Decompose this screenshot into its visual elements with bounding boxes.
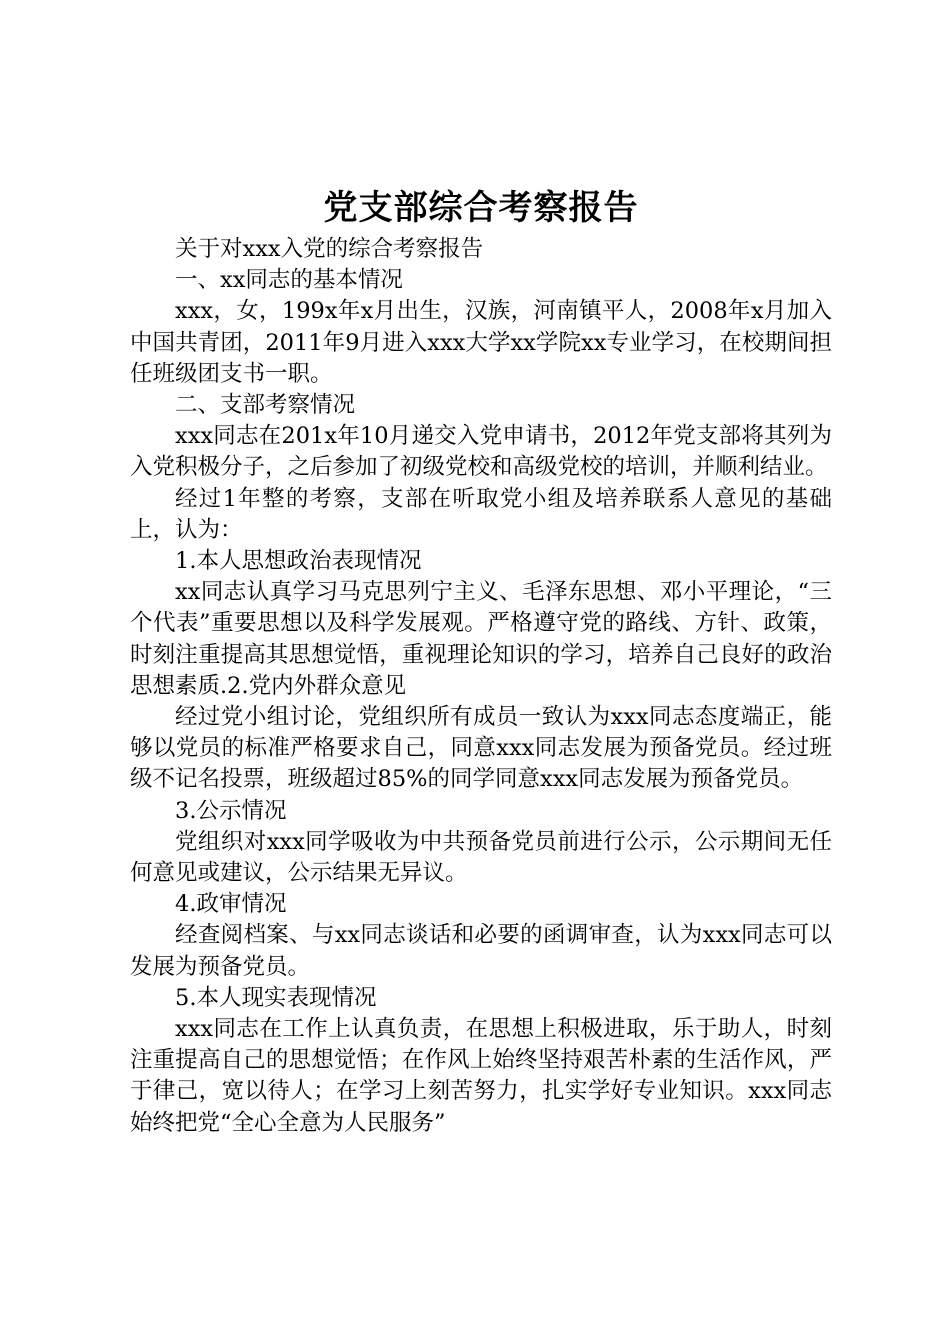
paragraph-application-history: xxx同志在201x年10月递交入党申请书，2012年党支部将其列为入党积极分子，之后参加了初级党校和高级党校的培训，并顺利结业。: [130, 423, 832, 481]
subheading-public-notice: 3.公示情况: [175, 797, 287, 824]
paragraph-political-review: 经查阅档案、与xx同志谈话和必要的函调审查，认为xxx同志可以发展为预备党员。: [130, 922, 832, 980]
subheading-political-review: 4.政审情况: [175, 891, 287, 918]
section-heading-basic-info: 一、xx同志的基本情况: [175, 267, 403, 294]
subheading-actual-performance: 5.本人现实表现情况: [175, 984, 377, 1011]
section-heading-branch-review: 二、支部考察情况: [175, 392, 356, 419]
paragraph-basic-info: xxx，女，199x年x月出生，汉族，河南镇平人，2008年x月加入中国共青团，2011年9月进入xxx大学xx学院xx专业学习，在校期间担任班级团支书一职。: [130, 298, 832, 387]
document-title: 党支部综合考察报告: [323, 188, 639, 228]
subheading-political-performance: 1.本人思想政治表现情况: [175, 548, 422, 575]
paragraph-report-subject: 关于对xxx入党的综合考察报告: [175, 236, 484, 262]
paragraph-public-notice: 党组织对xxx同学吸收为中共预备党员前进行公示，公示期间无任何意见或建议，公示结果无异议。: [130, 828, 832, 887]
document-page: [130, 186, 832, 1139]
paragraph-actual-performance: xxx同志在工作上认真负责，在思想上积极进取，乐于助人，时刻注重提高自己的思想觉悟；在作风上始终坚持艰苦朴素的生活作风，严于律己，宽以待人；在学习上刻苦努力，扎实学好专业知识。xxx同志始终把党“全心全意为人民服务”: [130, 1016, 832, 1136]
paragraph-review-intro: 经过1年整的考察，支部在听取党小组及培养联系人意见的基础上，认为：: [130, 485, 832, 543]
paragraph-group-opinion: 经过党小组讨论，党组织所有成员一致认为xxx同志态度端正，能够以党员的标准严格要求自己，同意xxx同志发展为预备党员。经过班级不记名投票，班级超过85%的同学同意xxx同志发展为预备党员。: [130, 704, 832, 793]
paragraph-political-performance: xx同志认真学习马克思列宁主义、毛泽东思想、邓小平理论，“三个代表”重要思想以及科学发展观。严格遵守党的路线、方针、政策，时刻注重提高其思想觉悟，重视理论知识的学习，培养自己良好的政治思想素质.2.党内外群众意见: [130, 579, 832, 699]
